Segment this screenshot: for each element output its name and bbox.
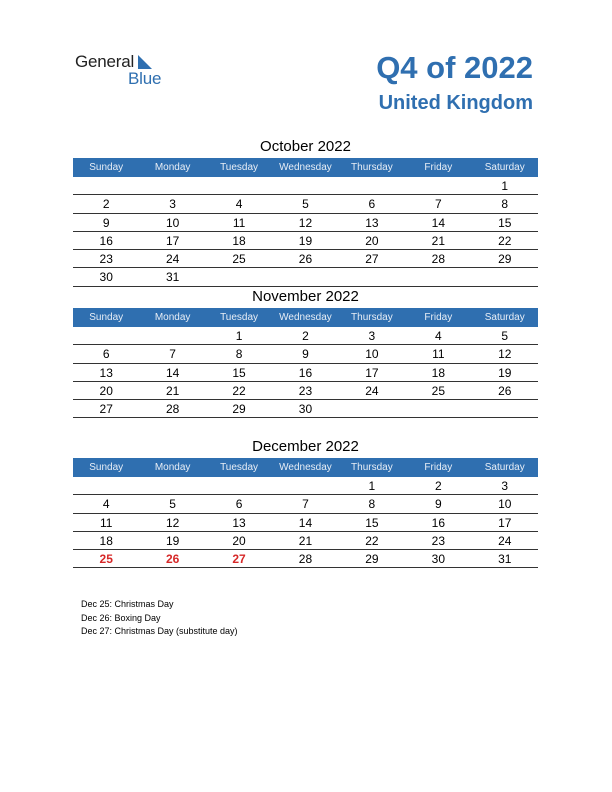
day-cell: 27 [365, 252, 379, 267]
day-cell [139, 477, 205, 494]
day-cell: 24 [498, 533, 512, 548]
day-cell: 31 [498, 552, 512, 567]
weekday-label: Tuesday [220, 462, 259, 473]
day-cell [73, 177, 139, 194]
day-cell: 25 [99, 552, 113, 567]
week-row [73, 532, 538, 550]
weekday-label: Tuesday [220, 162, 259, 173]
day-cell [405, 177, 471, 194]
weekday-header [73, 308, 538, 327]
day-cell: 13 [232, 515, 246, 530]
day-cell: 11 [232, 215, 246, 230]
day-cell: 18 [99, 533, 113, 548]
day-cell: 11 [432, 347, 445, 362]
weekday-label: Wednesday [279, 162, 332, 173]
weekday-label: Thursday [351, 162, 393, 173]
day-cell: 4 [235, 197, 243, 212]
day-cell: 18 [431, 365, 445, 380]
day-cell: 6 [102, 347, 110, 362]
day-cell [73, 327, 139, 344]
weekday-label: Wednesday [279, 312, 332, 323]
day-cell: 16 [99, 233, 113, 248]
weekday-label: Saturday [484, 462, 525, 473]
day-cell [206, 477, 272, 494]
day-cell: 25 [431, 383, 445, 398]
day-cell [139, 327, 205, 344]
country-subtitle: United Kingdom [378, 92, 533, 114]
weekday-label: Thursday [351, 462, 393, 473]
weekday-label: Thursday [351, 312, 393, 323]
day-cell: 30 [298, 402, 313, 417]
holiday-note: Dec 26: Boxing Day [81, 612, 161, 623]
day-cell: 19 [498, 365, 512, 380]
weekday-header [73, 458, 538, 477]
day-cell: 3 [169, 197, 176, 212]
day-cell: 2 [434, 479, 442, 493]
month-december [73, 436, 538, 568]
day-cell [272, 268, 338, 285]
day-cell: 26 [498, 383, 512, 398]
day-cell: 7 [434, 197, 442, 212]
weekday-label: Friday [424, 162, 453, 173]
day-cell: 12 [165, 515, 180, 530]
day-cell: 23 [431, 533, 445, 548]
day-cell [73, 477, 139, 494]
day-cell: 22 [498, 233, 512, 248]
month-october [73, 136, 538, 287]
logo-general-text: General [75, 52, 135, 71]
day-cell: 15 [232, 365, 246, 380]
week-row [73, 250, 538, 268]
day-cell: 6 [235, 497, 243, 512]
day-cell [272, 477, 338, 494]
day-cell: 9 [434, 497, 442, 512]
day-cell: 5 [169, 497, 176, 512]
week-row [73, 477, 538, 495]
week-row [73, 214, 538, 232]
day-cell: 21 [165, 383, 180, 398]
day-cell [472, 268, 538, 285]
day-cell: 19 [165, 533, 180, 548]
day-cell: 27 [232, 552, 246, 567]
day-cell: 29 [365, 552, 379, 567]
day-cell [339, 400, 405, 417]
weekday-label: Monday [154, 162, 191, 173]
day-cell: 3 [501, 479, 509, 493]
weekday-label: Monday [154, 462, 191, 473]
day-cell: 17 [498, 515, 512, 530]
day-cell: 14 [298, 515, 313, 530]
page-title: Q4 of 2022 [376, 50, 533, 85]
day-cell: 20 [99, 383, 113, 398]
day-cell: 16 [298, 365, 313, 380]
day-cell: 21 [431, 233, 445, 248]
week-row [73, 327, 538, 345]
day-cell: 13 [99, 365, 113, 380]
week-row [73, 514, 538, 532]
day-cell: 10 [165, 215, 180, 230]
day-cell: 4 [102, 497, 110, 512]
logo-triangle-icon [138, 55, 152, 69]
day-cell [272, 177, 338, 194]
day-cell: 19 [298, 233, 313, 248]
day-cell: 10 [498, 497, 512, 512]
day-cell: 29 [232, 402, 246, 417]
day-cell [339, 177, 405, 194]
day-cell: 28 [165, 402, 180, 417]
day-cell: 20 [232, 533, 246, 548]
day-cell: 10 [365, 347, 379, 362]
day-cell: 1 [501, 179, 509, 193]
day-cell: 15 [498, 215, 512, 230]
day-cell: 6 [368, 197, 376, 212]
weekday-label: Sunday [89, 162, 124, 173]
day-cell: 28 [431, 252, 445, 267]
day-cell: 30 [99, 270, 113, 285]
day-cell [206, 177, 272, 194]
day-cell: 4 [434, 329, 442, 343]
week-row [73, 177, 538, 195]
day-cell: 26 [165, 552, 180, 567]
weekday-label: Sunday [89, 462, 124, 473]
day-cell: 9 [302, 347, 309, 362]
holiday-notes [81, 598, 238, 639]
day-cell: 28 [298, 552, 313, 567]
day-cell: 8 [235, 347, 243, 362]
day-cell: 20 [365, 233, 379, 248]
weekday-label: Friday [424, 462, 453, 473]
day-cell: 24 [365, 383, 379, 398]
day-cell [139, 177, 205, 194]
week-row [73, 345, 538, 363]
day-cell: 14 [431, 215, 445, 230]
day-cell [472, 400, 538, 417]
day-cell: 23 [298, 383, 313, 398]
weekday-label: Wednesday [279, 462, 332, 473]
day-cell: 11 [99, 515, 113, 530]
day-cell: 17 [165, 233, 180, 248]
day-cell: 1 [235, 329, 243, 343]
day-cell: 12 [298, 215, 313, 230]
day-cell: 24 [165, 252, 180, 267]
day-cell: 15 [365, 515, 379, 530]
day-cell: 25 [232, 252, 246, 267]
week-row [73, 232, 538, 250]
week-row [73, 400, 538, 418]
day-cell: 2 [302, 329, 309, 343]
day-cell: 18 [232, 233, 246, 248]
day-cell: 7 [302, 497, 309, 512]
holiday-note: Dec 27: Christmas Day (substitute day) [81, 626, 238, 636]
day-cell: 2 [102, 197, 110, 212]
month-title: December 2022 [252, 438, 359, 455]
day-cell: 22 [232, 383, 246, 398]
day-cell: 23 [99, 252, 113, 267]
holiday-note: Dec 25: Christmas Day [81, 599, 174, 609]
day-cell: 7 [169, 347, 176, 362]
day-cell: 21 [298, 533, 313, 548]
day-cell: 9 [102, 215, 110, 230]
month-november [73, 286, 538, 418]
weekday-label: Saturday [484, 312, 525, 323]
day-cell [206, 268, 272, 285]
day-cell: 13 [365, 215, 379, 230]
day-cell: 31 [165, 270, 180, 285]
day-cell: 3 [368, 329, 376, 343]
weekday-label: Saturday [484, 162, 525, 173]
day-cell [405, 400, 471, 417]
day-cell: 26 [298, 252, 313, 267]
weekday-label: Monday [154, 312, 191, 323]
generalblue-logo [75, 52, 175, 88]
day-cell: 30 [431, 552, 445, 567]
day-cell [405, 268, 471, 285]
month-title: November 2022 [252, 288, 359, 305]
day-cell: 5 [302, 197, 309, 212]
day-cell: 16 [431, 515, 445, 530]
day-cell: 17 [365, 365, 379, 380]
day-cell: 8 [501, 197, 509, 212]
weekday-label: Tuesday [220, 312, 259, 323]
day-cell: 14 [165, 365, 180, 380]
month-title: October 2022 [260, 138, 351, 155]
day-cell: 12 [498, 347, 512, 362]
day-cell: 5 [501, 329, 509, 343]
week-row [73, 364, 538, 382]
day-cell: 22 [365, 533, 379, 548]
logo-blue-text: Blue [128, 69, 162, 88]
week-row [73, 195, 538, 213]
day-cell: 1 [368, 479, 376, 493]
weekday-header [73, 158, 538, 177]
week-row [73, 382, 538, 400]
week-row [73, 268, 538, 286]
weekday-label: Friday [424, 312, 453, 323]
day-cell: 29 [498, 252, 512, 267]
day-cell [339, 268, 405, 285]
weekday-label: Sunday [89, 312, 124, 323]
day-cell: 27 [99, 402, 113, 417]
week-row [73, 550, 538, 568]
week-row [73, 495, 538, 513]
day-cell: 8 [368, 497, 376, 512]
